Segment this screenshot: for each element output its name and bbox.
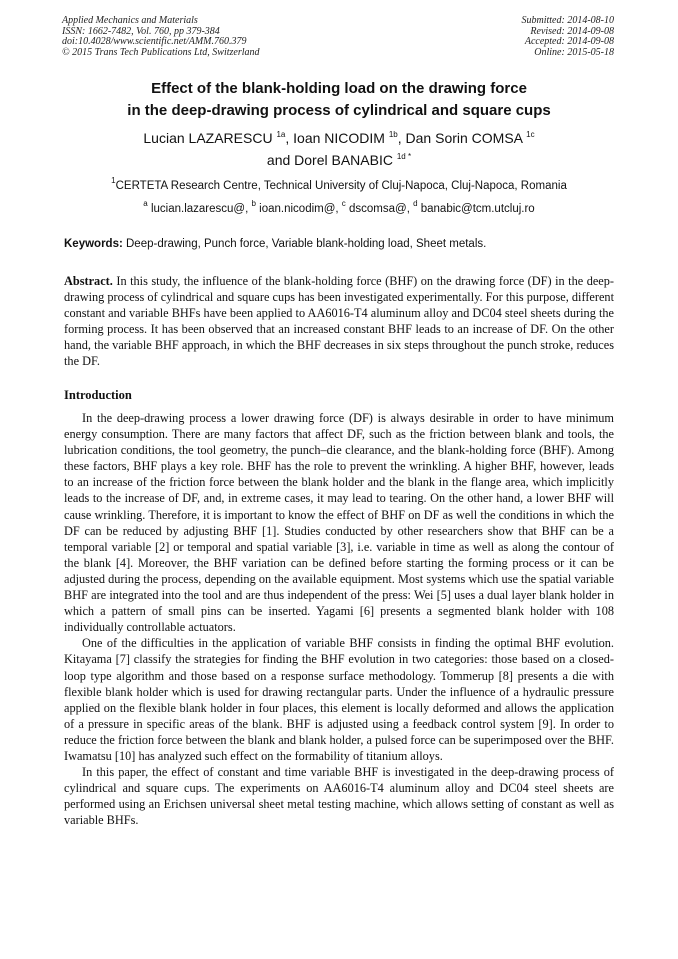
author-emails <box>0 199 678 215</box>
author-name: Dan Sorin COMSA <box>405 130 523 146</box>
author-sup: 1a <box>276 130 286 139</box>
journal-name: Applied Mechanics and Materials <box>62 15 198 26</box>
introduction-body <box>64 410 614 828</box>
paragraph: One of the difficulties in the application of variable BHF consists in finding the optimal BHF evolution. Kitayama [7] classify the strategies for finding the BHF evolution in two categories: those based on a closed-loop type algorithm and those based on a response surface methodology. Tommerup [8] presents a die with flexible blank holder which is used for drawing rectangular parts. Under the influence of a hydraulic pressure applied on the flexible blank holder in four places, this element is locally deformed and allows the application of a pressure in specific areas of the blank. BHF is adjusted using a feedback control system [9]. In order to reduce the friction force between the blank and blank holder, a pulsed force can be superimposed over the BHF. Iwamatsu [10] has analyzed such effect on the formability of titanium alloys. <box>64 636 614 763</box>
author-sup: 1d * <box>396 152 412 161</box>
email-sup: c <box>341 199 346 208</box>
journal-copyright: © 2015 Trans Tech Publications Ltd, Switzerland <box>62 46 260 58</box>
journal-header <box>62 16 260 58</box>
author-sup: 1c <box>526 130 535 139</box>
affiliation-text: CERTETA Research Centre, Technical University of Cluj-Napoca, Cluj-Napoca, Romania <box>115 180 567 192</box>
date-submitted: Submitted: 2014-08-10 <box>521 15 614 26</box>
journal-doi: doi:10.4028/www.scientific.net/AMM.760.379 <box>62 36 247 48</box>
email-sup: d <box>413 199 418 208</box>
email-sup: a <box>143 199 148 208</box>
author-name: Lucian LAZARESCU <box>143 130 273 146</box>
journal-issn: ISSN: 1662-7482, Vol. 760, pp 379-384 <box>62 25 220 37</box>
keywords <box>64 238 624 250</box>
email-a: lucian.lazarescu@, <box>150 203 249 215</box>
email-c: dscomsa@, <box>349 203 410 215</box>
author-name: Ioan NICODIM <box>293 130 385 146</box>
paper-title <box>0 78 678 122</box>
date-revised: Revised: 2014-09-08 <box>530 25 614 37</box>
dates-header <box>522 16 615 58</box>
abstract-text: In this study, the influence of the blank-holding force (BHF) on the drawing force (DF) in the deep-drawing process of cylindrical and square cups has been investigated experimentally. For this purpose, different constant and variable BHFs have been applied to AA6016-T4 aluminum alloy and DC04 steel sheets during the forming process. It has been observed that an increased constant BHF leads to an increase of DF. On the other hand, the variable BHF approach, in which the BHF decreases in six steps throughout the punch stroke, reduces the DF. <box>64 274 614 369</box>
abstract <box>64 273 614 370</box>
email-d: banabic@tcm.utcluj.ro <box>420 203 535 215</box>
paragraph: In this paper, the effect of constant and time variable BHF is investigated in the deep-drawing process of cylindrical and square cups. The experiments on AA6016-T4 aluminum alloy and DC04 steel sheets are performed using an Erichsen universal sheet metal testing machine, which allows setting of constant as well as variable BHFs. <box>64 765 614 828</box>
authors-line-1: Lucian LAZARESCU $^{1a}$, Ioan NICODIM $^{1b}$, Dan Sorin COMSA $^{1c}$ <box>143 130 535 146</box>
abstract-label: Abstract. <box>64 274 113 288</box>
affiliation <box>0 176 678 192</box>
date-online: Online: 2015-05-18 <box>534 46 614 58</box>
author-name: Dorel BANABIC <box>294 152 393 168</box>
author-sup: 1b <box>388 130 398 139</box>
affiliation-sup: 1 <box>111 176 116 185</box>
author-list <box>0 127 678 171</box>
email-sup: b <box>251 199 256 208</box>
email-b: ioan.nicodim@, <box>259 203 339 215</box>
authors-line-2: and Dorel BANABIC $^{1d *}$ <box>266 152 412 168</box>
keywords-text: Deep-drawing, Punch force, Variable blank-holding load, Sheet metals. <box>126 238 487 250</box>
paragraph: In the deep-drawing process a lower drawing force (DF) is always desirable in order to have minimum energy consumption. There are many factors that affect DF, such as the friction between blank and tools, the lubrication conditions, the tool geometry, the punch–die clearance, and the blank-holding force (BHF). Among these factors, BHF plays a key role. BHF has the role to prevent the wrinkling. A higher BHF, however, leads to an increase of the friction force between the blank holder and the blank in the flange area, which implicitly leads to the increase of DF, and, in extreme cases, it may lead to tearing. On the other hand, a lower BHF will cause wrinkling. Therefore, it is important to know the effect of BHF on DF as well the conditions in which the DF can be reduced by adjusting BHF [1]. Studies conducted by other researchers show that BHF can be a temporal variable [2] or temporal and spatial variable [3], i.e. variable in time as well as along the contour of the blank [4]. Moreover, the BHF variation can be defined before starting the forming process or it can be adjusted during the process, depending on the available equipment. Most systems which use the spatial variable BHF are integrated into the tool and are thus independent of the press: Wei [5] uses a dual layer blank holder in which a pattern of small pins can be inserted. Yagami [6] presents a segmented blank holder with 108 individually controllable actuators. <box>64 411 614 635</box>
section-heading-introduction: Introduction <box>64 388 132 402</box>
title-line-1: Effect of the blank-holding load on the drawing force <box>151 80 527 97</box>
date-accepted: Accepted: 2014-09-08 <box>524 36 614 48</box>
keywords-label: Keywords: <box>64 238 123 250</box>
title-line-2: in the deep-drawing process of cylindrical and square cups <box>127 102 551 119</box>
